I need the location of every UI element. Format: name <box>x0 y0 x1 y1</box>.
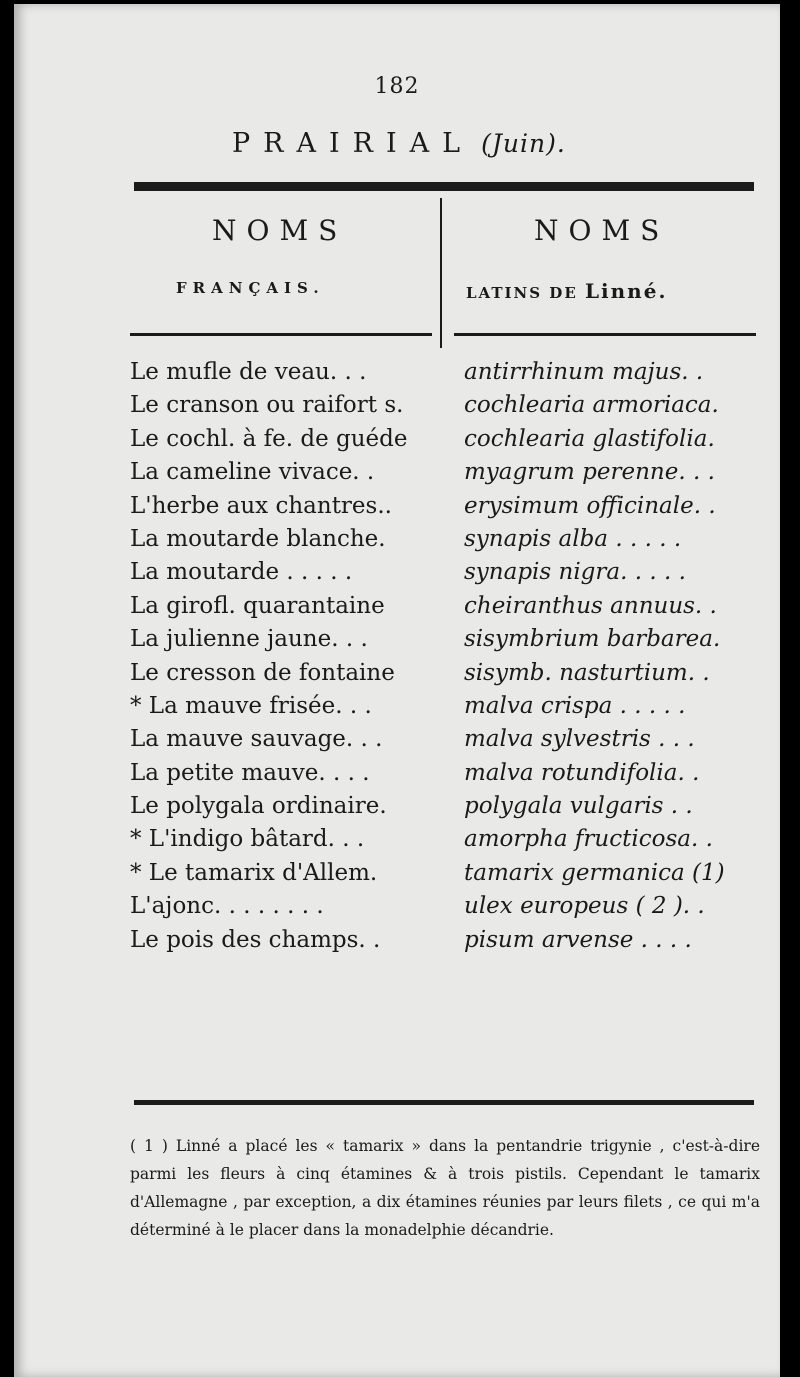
left-header-rule <box>130 333 432 336</box>
table-row <box>130 690 770 723</box>
right-header-subtitle <box>466 279 667 303</box>
french-name: Le cochl. à fe. de guéde <box>130 425 408 452</box>
latin-name: cochlearia armoriaca. <box>464 392 719 419</box>
table-row <box>130 924 770 957</box>
table-row <box>130 657 770 690</box>
month-subtitle: (Juin). <box>481 129 566 158</box>
right-header-subtitle-a: LATINS DE <box>466 284 578 302</box>
book-page <box>14 4 780 1377</box>
french-name: L'herbe aux chantres.. <box>130 492 392 519</box>
table-row <box>130 790 770 823</box>
table-row <box>130 857 770 890</box>
french-name: Le mufle de veau. . . <box>130 359 367 385</box>
french-name: La moutarde . . . . . <box>130 559 353 586</box>
left-header-subtitle: FRANÇAIS. <box>176 279 325 297</box>
table-row <box>130 590 770 623</box>
month-heading <box>232 128 566 159</box>
latin-name: tamarix germanica (1) <box>464 859 725 886</box>
latin-name: antirrhinum majus. . <box>464 359 704 385</box>
table-row <box>130 723 770 756</box>
month-name: PRAIRIAL <box>232 128 474 159</box>
table-row <box>130 389 770 422</box>
latin-name: cheiranthus annuus. . <box>464 592 717 619</box>
footnote: ( 1 ) Linné a placé les « tamarix » dans la pentandrie trigynie , c'est-à-dire parmi les fleurs à cinq étamines & à trois pistils. Cependant le tamarix d'Allemagne , par exception, a dix étamines réunies par leurs filets , ce qui m'a déterminé à le placer dans la monadelphie décandrie. <box>130 1137 760 1239</box>
right-header-rule <box>454 333 756 336</box>
latin-name: malva rotundifolia. . <box>464 759 700 786</box>
french-name: La petite mauve. . . . <box>130 759 370 786</box>
french-name: La mauve sauvage. . . <box>130 726 383 753</box>
page-number: 182 <box>374 74 420 99</box>
table-row <box>130 356 770 389</box>
french-name: Le polygala ordinaire. <box>130 793 387 820</box>
french-name: Le pois des champs. . <box>130 926 381 953</box>
french-name: La girofl. quarantaine <box>130 592 385 619</box>
latin-name: synapis nigra. . . . . <box>464 559 686 586</box>
french-name: La julienne jaune. . . <box>130 626 368 653</box>
table-row <box>130 823 770 856</box>
table-row <box>130 623 770 656</box>
table-row <box>130 757 770 790</box>
table-row <box>130 423 770 456</box>
latin-name: sisymb. nasturtium. . <box>464 659 710 686</box>
french-name: Le cranson ou raifort s. <box>130 392 404 419</box>
name-table <box>130 356 770 957</box>
french-name: L'ajonc. . . . . . . . <box>130 893 324 920</box>
top-rule <box>134 182 754 191</box>
left-header-title: NOMS <box>212 214 348 247</box>
latin-name: cochlearia glastifolia. <box>464 425 715 452</box>
latin-name: myagrum perenne. . . <box>464 459 715 486</box>
table-row <box>130 490 770 523</box>
bottom-rule <box>134 1100 754 1105</box>
french-name: Le cresson de fontaine <box>130 659 395 686</box>
latin-name: malva crispa . . . . . <box>464 692 686 719</box>
table-row <box>130 890 770 923</box>
latin-name: erysimum officinale. . <box>464 492 716 519</box>
latin-name: polygala vulgaris . . <box>464 793 693 820</box>
latin-name: amorpha fructicosa. . <box>464 826 713 853</box>
french-name: La cameline vivace. . <box>130 459 375 486</box>
latin-name: ulex europeus ( 2 ). . <box>464 893 705 920</box>
column-divider <box>440 198 442 348</box>
latin-name: sisymbrium barbarea. <box>464 626 721 653</box>
table-row <box>130 523 770 556</box>
table-row <box>130 556 770 589</box>
french-name: La moutarde blanche. <box>130 525 386 552</box>
french-name: * L'indigo bâtard. . . <box>130 826 365 853</box>
latin-name: synapis alba . . . . . <box>464 525 682 552</box>
latin-name: pisum arvense . . . . <box>464 926 692 953</box>
french-name: * Le tamarix d'Allem. <box>130 859 378 886</box>
right-header-title: NOMS <box>534 214 670 247</box>
french-name: * La mauve frisée. . . <box>130 692 372 719</box>
right-header-subtitle-b: Linné. <box>584 279 668 303</box>
table-row <box>130 456 770 489</box>
latin-name: malva sylvestris . . . <box>464 726 695 753</box>
